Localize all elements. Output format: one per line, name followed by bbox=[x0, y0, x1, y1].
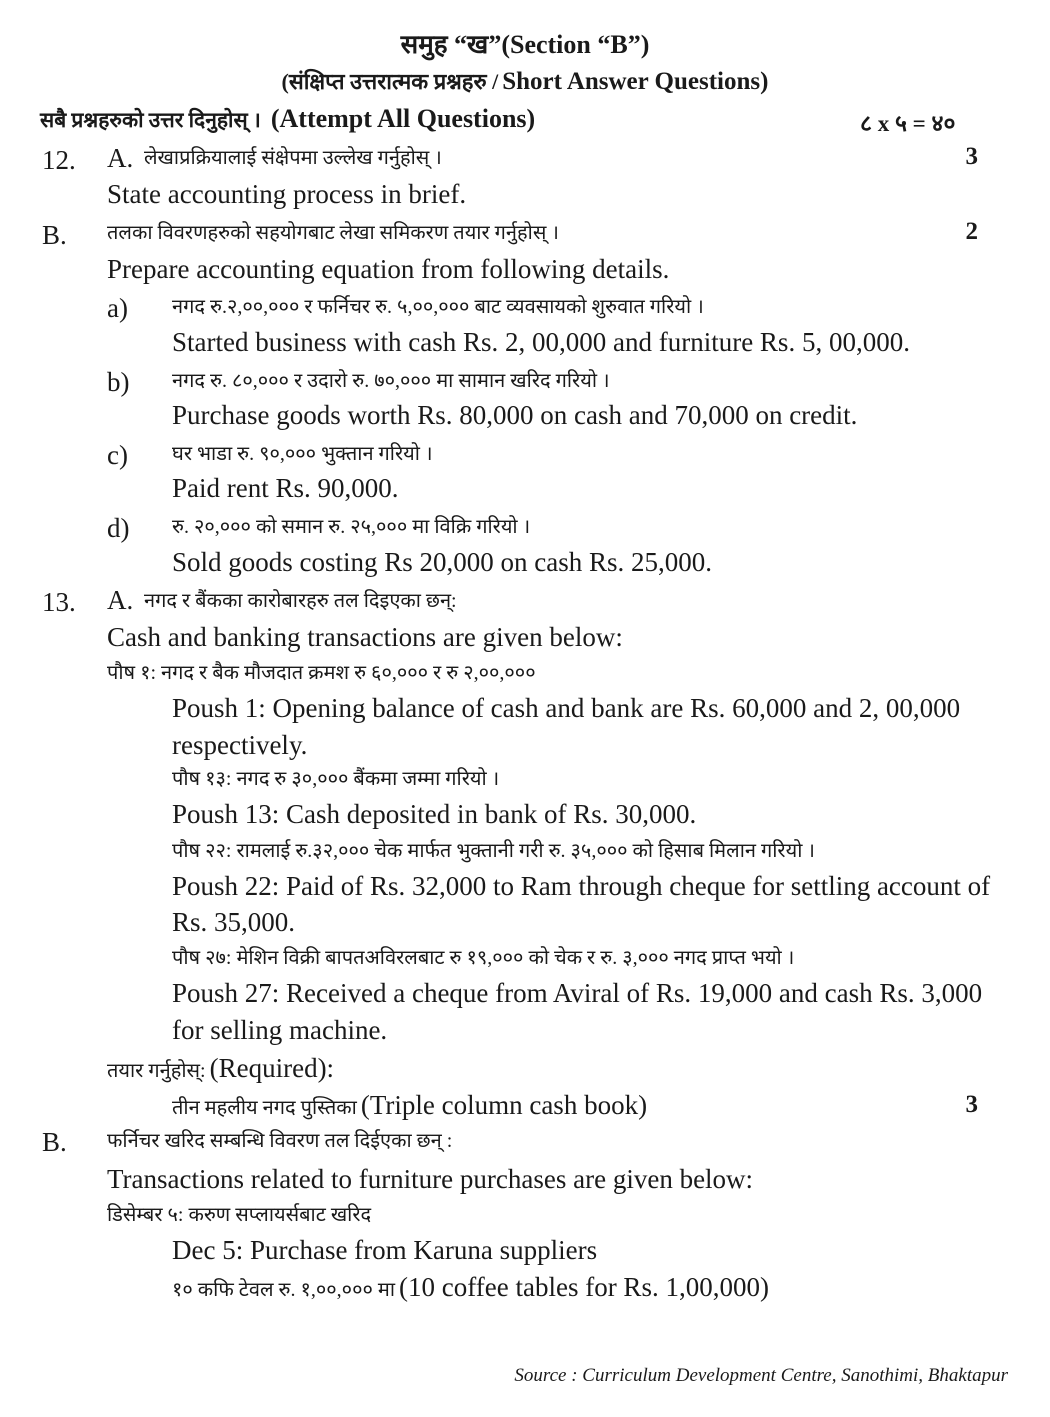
coffee-tables-en: (10 coffee tables for Rs. 1,00,000) bbox=[399, 1272, 769, 1302]
q13a-label: A. bbox=[107, 585, 134, 615]
q12b-text-np: तलका विवरणहरुको सहयोगबाट लेखा समिकरण तयार गर्नुहोस् । bbox=[107, 222, 559, 244]
required-line bbox=[107, 1052, 334, 1084]
list-item-np: नगद रु.२,००,००० र फर्निचर रु. ५,००,००० बाट व्यवसायको शुरुवात गरियो । bbox=[172, 296, 704, 318]
dec5-en: Dec 5: Purchase from Karuna suppliers bbox=[172, 1235, 598, 1265]
list-item-label: a) bbox=[107, 293, 128, 323]
list-item-label: b) bbox=[107, 367, 130, 397]
section-title-np: समुह “ख” bbox=[400, 30, 502, 59]
list-item-en: Started business with cash Rs. 2, 00,000 and furniture Rs. 5, 00,000. bbox=[172, 327, 910, 357]
cashbook-np: तीन महलीय नगद पुस्तिका bbox=[172, 1097, 357, 1119]
list-item-en: Sold goods costing Rs 20,000 on cash Rs. 25,000. bbox=[172, 547, 713, 577]
transaction-3-en-cont: Rs. 35,000. bbox=[172, 907, 296, 937]
source-footer: Source : Curriculum Development Centre, Sanothimi, Bhaktapur bbox=[514, 1365, 1008, 1386]
q12a-label: A. bbox=[107, 143, 134, 173]
transaction-4-np: पौष २७: मेशिन विक्री बापतअविरलबाट रु १९,००० को चेक र रु. ३,००० नगद प्राप्त भयो । bbox=[172, 947, 795, 969]
q12b-label: B. bbox=[42, 220, 67, 250]
q12b-marks: 2 bbox=[965, 218, 978, 245]
q13b-text-en: Transactions related to furniture purchases are given below: bbox=[107, 1164, 754, 1194]
required-np: तयार गर्नुहोस्: bbox=[107, 1060, 206, 1082]
instruction-np: सबै प्रश्नहरुको उत्तर दिनुहोस् । bbox=[40, 108, 261, 132]
q12a-text-np: लेखाप्रक्रियालाई संक्षेपमा उल्लेख गर्नुहोस् । bbox=[144, 147, 442, 169]
dec5-np: डिसेम्बर ५: करुण सप्लायर्सबाट खरिद bbox=[107, 1204, 372, 1226]
transaction-1-en: Poush 1: Opening balance of cash and bank are Rs. 60,000 and 2, 00,000 bbox=[172, 693, 961, 723]
instruction-en: (Attempt All Questions) bbox=[270, 104, 536, 133]
q13b-text-np: फर्निचर खरिद सम्बन्धि विवरण तल दिईएका छन् : bbox=[107, 1130, 453, 1152]
q12a-text-en: State accounting process in brief. bbox=[107, 179, 467, 209]
transaction-1-en-cont: respectively. bbox=[172, 730, 308, 760]
transaction-2-en: Poush 13: Cash deposited in bank of Rs. 30,000. bbox=[172, 799, 697, 829]
transaction-4-en: Poush 27: Received a cheque from Aviral of Rs. 19,000 and cash Rs. 3,000 bbox=[172, 978, 983, 1008]
list-item-label: d) bbox=[107, 513, 130, 543]
transaction-1-np: पौष १: नगद र बैक मौजदात क्रमश रु ६०,००० र रु २,००,००० bbox=[107, 662, 536, 684]
coffee-tables-np: १० कफि टेवल रु. १,००,००० मा bbox=[172, 1279, 396, 1301]
transaction-4-en-cont: for selling machine. bbox=[172, 1015, 388, 1045]
q12a-marks: 3 bbox=[965, 143, 978, 170]
question-number-13: 13. bbox=[42, 587, 76, 617]
section-subtitle-np: (संक्षिप्त उत्तरात्मक प्रश्नहरु / bbox=[281, 69, 499, 94]
coffee-tables-line bbox=[172, 1271, 769, 1303]
marks-formula: ८ x ५ = ४० bbox=[860, 111, 956, 136]
section-subtitle-en: Short Answer Questions) bbox=[502, 68, 769, 95]
section-subtitle bbox=[0, 66, 1050, 96]
cashbook-en: (Triple column cash book) bbox=[360, 1090, 648, 1120]
list-item-en: Paid rent Rs. 90,000. bbox=[172, 473, 399, 503]
q13a-marks: 3 bbox=[965, 1091, 978, 1118]
cashbook-line bbox=[172, 1089, 647, 1121]
transaction-2-np: पौष १३: नगद रु ३०,००० बैंकमा जम्मा गरियो । bbox=[172, 768, 500, 790]
transaction-3-en: Poush 22: Paid of Rs. 32,000 to Ram through cheque for settling account of bbox=[172, 871, 991, 901]
transaction-3-np: पौष २२: रामलाई रु.३२,००० चेक मार्फत भुक्तानी गरी रु. ३५,००० को हिसाब मिलान गरियो । bbox=[172, 840, 815, 862]
q13a-text-en: Cash and banking transactions are given below: bbox=[107, 622, 623, 652]
list-item-np: रु. २०,००० को समान रु. २५,००० मा विक्रि गरियो । bbox=[172, 516, 531, 538]
q12b-text-en: Prepare accounting equation from following details. bbox=[107, 254, 670, 284]
instruction-line bbox=[40, 104, 535, 134]
section-title-en: (Section “B”) bbox=[501, 30, 650, 59]
required-en: (Required): bbox=[209, 1053, 335, 1083]
list-item-np: नगद रु. ८०,००० र उदारो रु. ७०,००० मा सामान खरिद गरियो । bbox=[172, 370, 610, 392]
q13a-text-np: नगद र बैंकका कारोबारहरु तल दिइएका छन्: bbox=[144, 590, 457, 612]
section-title bbox=[0, 25, 1050, 61]
q13b-label: B. bbox=[42, 1127, 67, 1157]
list-item-label: c) bbox=[107, 440, 128, 470]
question-number-12: 12. bbox=[42, 145, 76, 175]
list-item-en: Purchase goods worth Rs. 80,000 on cash and 70,000 on credit. bbox=[172, 400, 858, 430]
list-item-np: घर भाडा रु. ९०,००० भुक्तान गरियो । bbox=[172, 443, 433, 465]
